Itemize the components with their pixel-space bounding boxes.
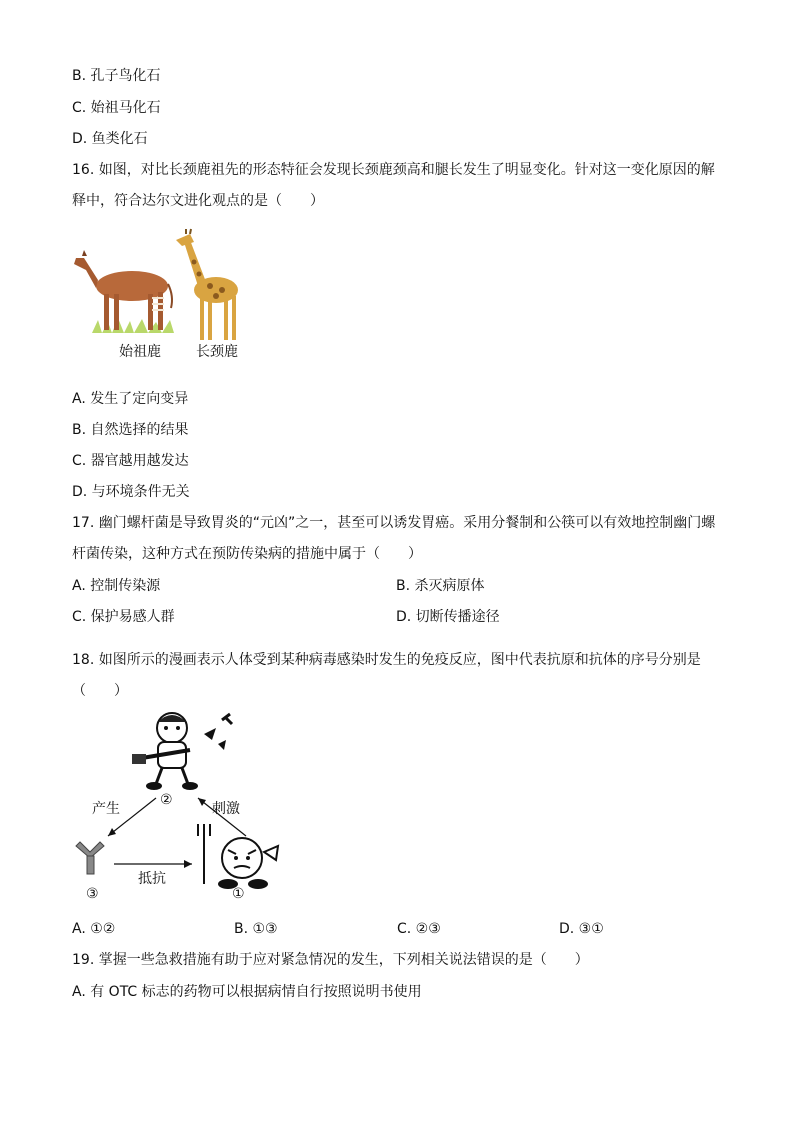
q18-option-b: B. ①③ [234,921,278,937]
label-resist: 抵抗 [138,871,166,887]
q18-option-d: D. ③① [559,921,604,937]
label-produce: 产生 [92,801,120,817]
ancestor-deer-icon [74,250,172,330]
q18-option-a: A. ①② [72,921,116,937]
q17-options-row2 [72,607,712,627]
q18-option-c: C. ②③ [397,921,441,937]
label-n2: ② [160,792,173,808]
giraffe-icon [176,229,238,340]
label-n1: ① [232,886,245,902]
q17-option-d: D. 切断传播途径 [396,609,500,625]
lymphocyte-character-icon [132,713,198,790]
q18-stem-line1: 18. 如图所示的漫画表示人体受到某种病毒感染时发生的免疫反应，图中代表抗原和抗体的序号分别是 [72,652,701,668]
q15-option-d: D. 鱼类化石 [72,131,148,147]
q16-option-b: B. 自然选择的结果 [72,422,189,438]
label-stimulate: 刺激 [212,801,240,817]
deer-giraffe-illustration [72,228,252,348]
q17-stem-line2: 杆菌传染，这种方式在预防传染病的措施中属于（ ） [72,546,422,562]
q16-option-a: A. 发生了定向变异 [72,391,189,407]
q17-option-c: C. 保护易感人群 [72,609,175,625]
virus-antigen-character-icon [198,824,278,889]
q18-options-row [72,919,712,939]
q16-stem-line1: 16. 如图，对比长颈鹿祖先的形态特征会发现长颈鹿颈高和腿长发生了明显变化。针对这一变化原因的解 [72,162,715,178]
label-n3: ③ [86,886,99,902]
q17-option-b: B. 杀灭病原体 [396,578,485,594]
q19-stem: 19. 掌握一些急救措施有助于应对紧急情况的发生，下列相关说法错误的是（ ） [72,952,589,968]
q18-stem-line2: （ ） [72,683,128,699]
antibody-y-icon [76,842,104,874]
ancestor-deer-label: 始祖鹿 [119,344,161,360]
q16-option-c: C. 器官越用越发达 [72,453,189,469]
giraffe-label: 长颈鹿 [196,344,238,360]
q16-option-d: D. 与环境条件无关 [72,484,190,500]
q19-option-a: A. 有 OTC 标志的药物可以根据病情自行按照说明书使用 [72,984,422,1000]
q16-figure [72,228,252,368]
antibody-fragment-icon [204,714,232,750]
q15-option-c: C. 始祖马化石 [72,100,161,116]
q16-stem-line2: 释中，符合达尔文进化观点的是（ ） [72,193,324,209]
q17-stem-line1: 17. 幽门螺杆菌是导致胃炎的“元凶”之一，甚至可以诱发胃癌。采用分餐制和公筷可以有效地控制幽门螺 [72,515,716,531]
q17-option-a: A. 控制传染源 [72,578,161,594]
q17-options-row1 [72,576,712,596]
q18-immune-diagram [72,706,287,906]
q15-option-b: B. 孔子鸟化石 [72,68,161,84]
